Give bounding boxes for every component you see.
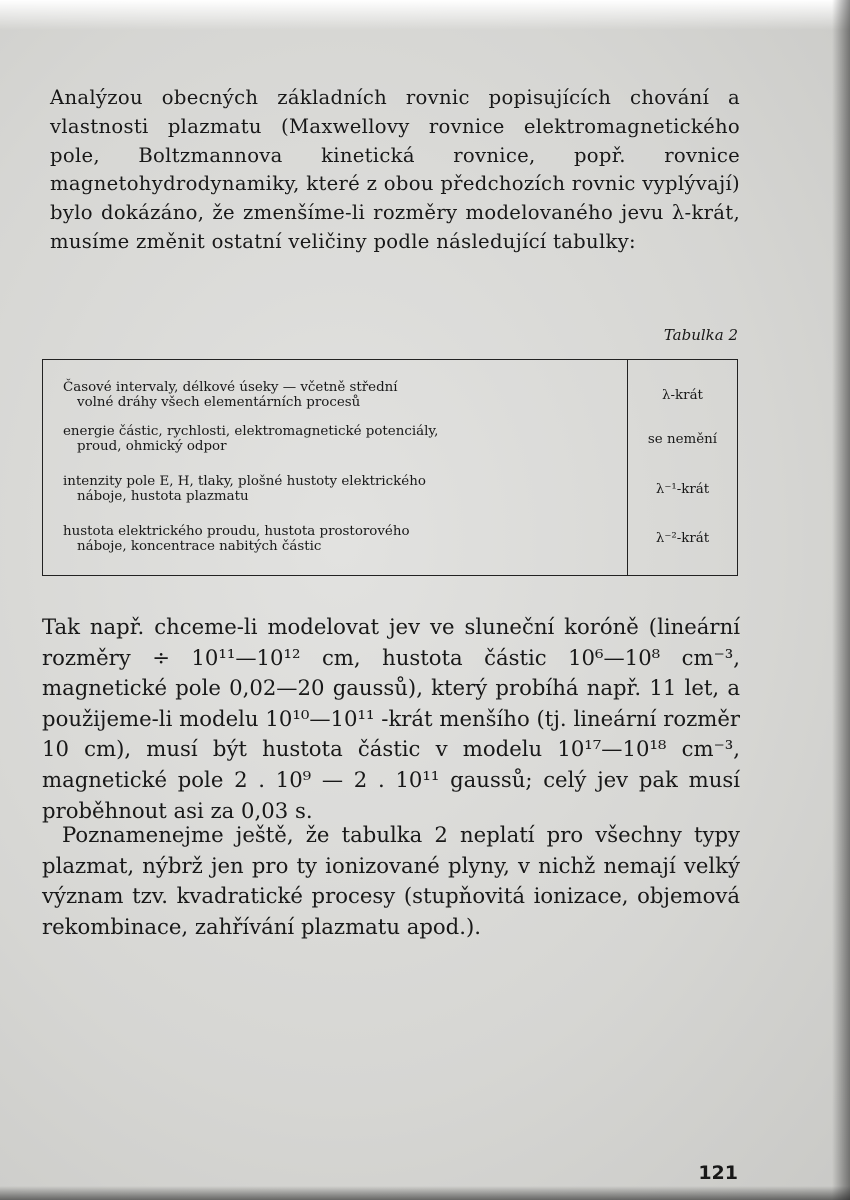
scan-right-edge <box>832 0 850 1200</box>
quantity-cell <box>43 464 628 514</box>
example-paragraph: Tak např. chceme-li modelovat jev ve sluneční koróně (lineární rozměry ÷ 10¹¹—10¹² cm, hustota částic 10⁶—10⁸ cm⁻³, magnetické pole 0,02—20 gaussů), který probíhá např. 11 let, a použijeme-li modelu 10¹⁰—10¹¹ -krát menšího (tj. lineární rozměr 10 cm), musí být hustota částic v modelu 10¹⁷—10¹⁸ cm⁻³, magnetické pole 2 . 10⁹ — 2 . 10¹¹ gaussů; celý jev pak musí proběhnout asi za 0,03 s. <box>42 614 740 823</box>
note-paragraph: Poznamenejme ještě, že tabulka 2 neplatí pro všechny typy plazmat, nýbrž jen pro ty ionizované plyny, v nichž nemají velký význam tzv. kvadratické procesy (stupňovitá ionizace, objemová rekombinace, zahřívání plazmatu apod.). <box>42 822 740 939</box>
quantity-cell <box>43 414 628 464</box>
scan-bottom-edge <box>0 1186 850 1200</box>
table-row <box>43 360 738 415</box>
quantity-line: náboje, koncentrace nabitých částic <box>77 538 322 554</box>
intro-paragraph: Analýzou obecných základních rovnic popisujících chování a vlastnosti plazmatu (Maxwellovy rovnice elektromagnetického pole, Boltzmannova kinetická rovnice, popř. rovnice magnetohydrodynamiky, které z obou předchozích rovnic vyplývají) bylo dokázáno, že zmenšíme-li rozměry modelovaného jevu λ-krát, musíme změnit ostatní veličiny podle následující tabulky: <box>50 86 740 253</box>
table-row <box>43 464 738 514</box>
table-caption: Tabulka 2 <box>663 326 738 344</box>
scan-top-shade <box>0 0 850 30</box>
quantity-line: proud, ohmický odpor <box>77 439 227 455</box>
table-row <box>43 514 738 575</box>
scaling-cell: λ⁻¹-krát <box>628 464 738 514</box>
scaling-table <box>42 359 738 576</box>
table-row <box>43 414 738 464</box>
scaling-cell: λ-krát <box>628 360 738 415</box>
quantity-line: hustota elektrického proudu, hustota prostorového <box>63 523 410 539</box>
quantity-line: energie částic, rychlosti, elektromagnetické potenciály, <box>63 424 439 440</box>
quantity-line: intenzity pole E, H, tlaky, plošné hustoty elektrického <box>63 474 426 490</box>
scaling-cell: λ⁻²-krát <box>628 514 738 575</box>
page-number: 121 <box>698 1162 738 1184</box>
quantity-line: volné dráhy všech elementárních procesů <box>77 395 361 411</box>
quantity-cell <box>43 514 628 575</box>
quantity-cell <box>43 360 628 415</box>
quantity-line: náboje, hustota plazmatu <box>77 489 249 505</box>
quantity-line: Časové intervaly, délkové úseky — včetně střední <box>63 380 398 396</box>
scaling-cell: se nemění <box>628 414 738 464</box>
